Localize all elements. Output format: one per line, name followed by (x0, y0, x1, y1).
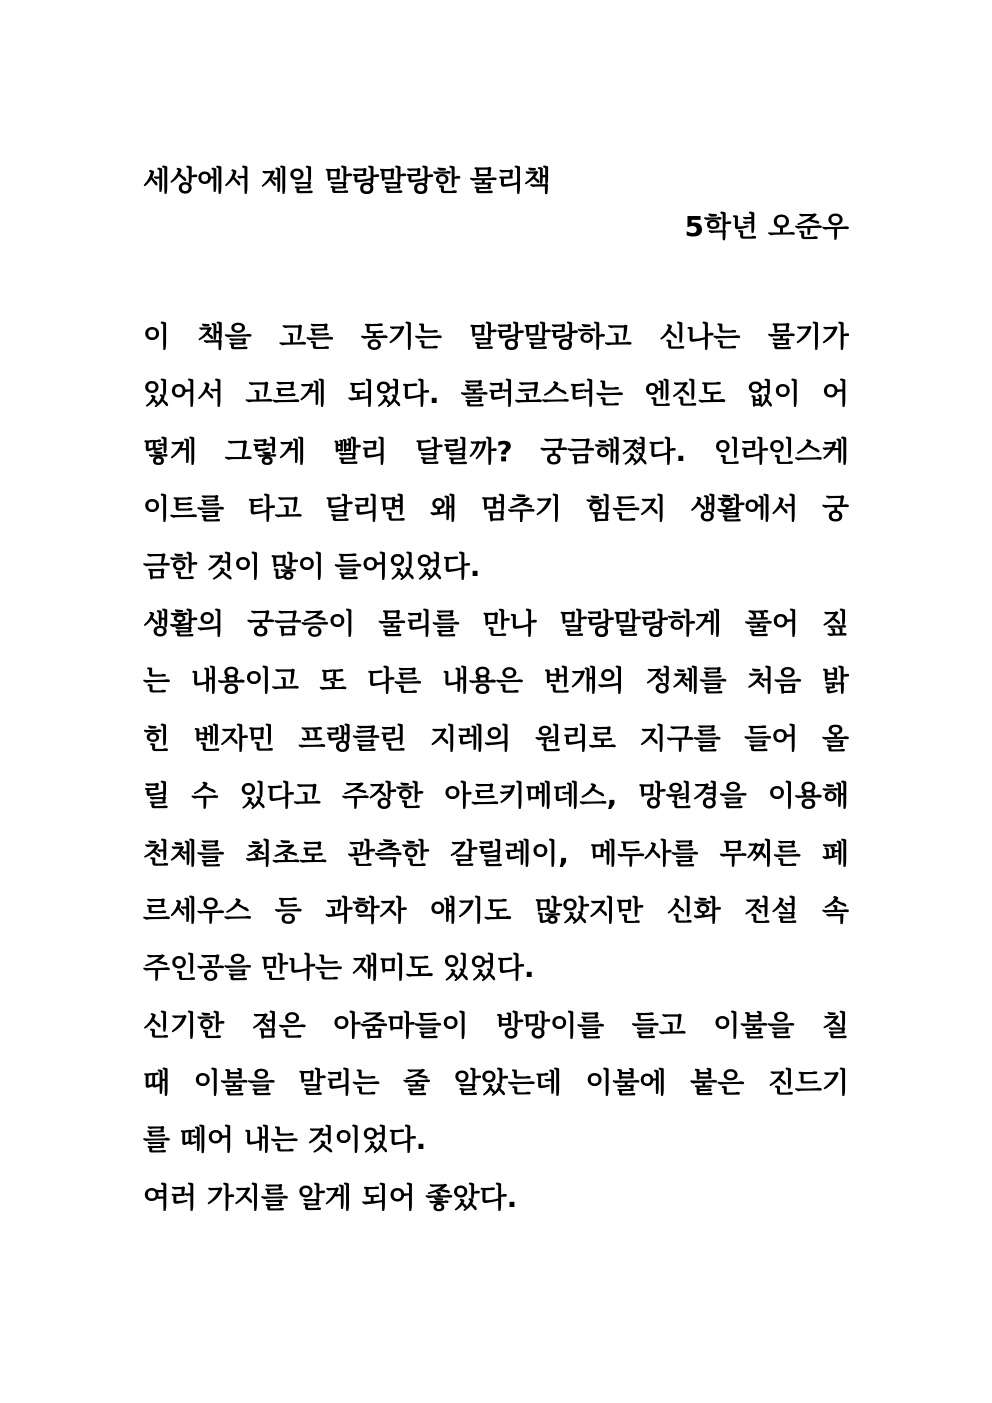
body-line: 를 떼어 내는 것이었다. (143, 1123, 427, 1157)
body-line: 이트를 타고 달리면 왜 멈추기 힘든지 생활에서 궁 (143, 492, 849, 526)
body-line: 는 내용이고 또 다른 내용은 번개의 정체를 처음 밝 (143, 664, 849, 698)
essay (143, 158, 849, 1226)
essay-title: 세상에서 제일 말랑말랑한 물리책 (143, 164, 551, 197)
body-line: 릴 수 있다고 주장한 아르키메데스, 망원경을 이용해 (143, 779, 849, 813)
body-line: 생활의 궁금증이 물리를 만나 말랑말랑하게 풀어 짚 (143, 606, 849, 640)
body-line: 천체를 최초로 관측한 갈릴레이, 메두사를 무찌른 페 (143, 836, 849, 870)
body-line: 르세우스 등 과학자 얘기도 많았지만 신화 전설 속 (143, 893, 849, 927)
body-line: 이 책을 고른 동기는 말랑말랑하고 신나는 물기가 (143, 320, 849, 353)
essay-body (143, 308, 849, 1226)
body-line: 여러 가지를 알게 되어 좋았다. (143, 1180, 518, 1214)
body-line: 주인공을 만나는 재미도 있었다. (143, 951, 535, 985)
body-line: 있어서 고르게 되었다. 롤러코스터는 엔진도 없이 어 (143, 377, 849, 411)
body-line: 때 이불을 말리는 줄 알았는데 이불에 붙은 진드기 (143, 1066, 849, 1100)
body-line: 떻게 그렇게 빨리 달릴까? 궁금해졌다. 인라인스케 (143, 434, 849, 468)
body-line: 힌 벤자민 프랭클린 지레의 원리로 지구를 들어 올 (143, 721, 849, 755)
body-line: 신기한 점은 아줌마들이 방망이를 들고 이불을 칠 (143, 1008, 849, 1042)
body-line: 금한 것이 많이 들어있었다. (143, 549, 481, 583)
essay-author: 5학년 오준우 (684, 210, 849, 243)
